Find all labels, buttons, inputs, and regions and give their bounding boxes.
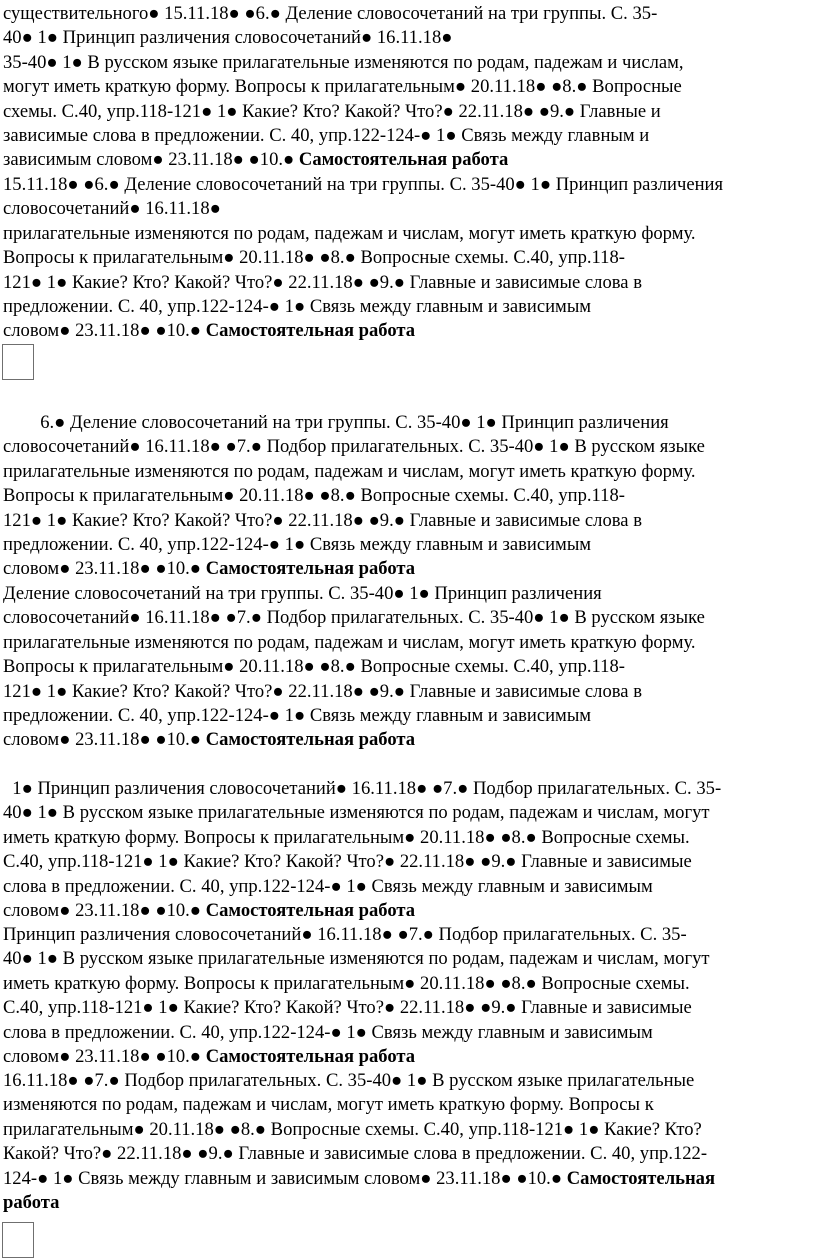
text-block-7-bold: Самостоятельная работа bbox=[3, 1167, 716, 1214]
text-block-1 bbox=[3, 2, 809, 173]
text-block-3-bold: Самостоятельная работа bbox=[205, 558, 416, 580]
text-block-6-bold: Самостоятельная работа bbox=[205, 1046, 416, 1068]
text-block-4-body: Деление словосочетаний на три группы. С. 35-40● 1● Принцип различения словосочетаний● 16.11.18● ●7.● Подбор прилагательных. С. 35-40● 1● В русском языке прилагательные изменяются по родам, падежам и числам, могут иметь краткую форму. Вопросы к прилагательным● 20.11.18● ●8.● Вопросные схемы. С.40, упр.118- 121● 1● Какие? Кто? Какой? Что?● 22.11.18● ●9.● Главные и зависимые слова в предложении. С. 40, упр.122-124-● 1● Связь между главным и зависимым словом● 23.11.18● ●10.● bbox=[3, 583, 705, 751]
text-block-4 bbox=[3, 582, 809, 753]
text-block-3 bbox=[3, 411, 809, 582]
text-block-5-bold: Самостоятельная работа bbox=[205, 900, 416, 922]
text-block-1-bold: Самостоятельная работа bbox=[298, 149, 509, 171]
text-block-6 bbox=[3, 923, 809, 1069]
text-block-7 bbox=[3, 1069, 809, 1215]
text-block-5-body: 1● Принцип различения словосочетаний● 16.11.18● ●7.● Подбор прилагательных. С. 35- 40● 1● В русском языке прилагательные изменяются по родам, падежам и числам, могут иметь краткую форму. Вопросы к прилагательным● 20.11.18● ●8.● Вопросные схемы. С.40, упр.118-121● 1● Какие? Кто? Какой? Что?● 22.11.18● ●9.● Главные и зависимые слова в предложении. С. 40, упр.122-124-● 1● Связь между главным и зависимым словом● 23.11.18● ●10.● bbox=[3, 778, 722, 922]
text-block-2-bold: Самостоятельная работа bbox=[205, 320, 416, 342]
text-block-2-body: 15.11.18● ●6.● Деление словосочетаний на три группы. С. 35-40● 1● Принцип различения словосочетаний● 16.11.18● прилагательные изменяются по родам, падежам и числам, могут иметь краткую форму. Вопросы к прилагательным● 20.11.18● ●8.● Вопросные схемы. С.40, упр.118- 121● 1● Какие? Кто? Какой? Что?● 22.11.18● ●9.● Главные и зависимые слова в предложении. С. 40, упр.122-124-● 1● Связь между главным и зависимым словом● 23.11.18● ●10.● bbox=[3, 174, 724, 342]
text-block-6-body: Принцип различения словосочетаний● 16.11.18● ●7.● Подбор прилагательных. С. 35- 40● 1● В русском языке прилагательные изменяются по родам, падежам и числам, могут иметь краткую форму. Вопросы к прилагательным● 20.11.18● ●8.● Вопросные схемы. С.40, упр.118-121● 1● Какие? Кто? Какой? Что?● 22.11.18● ●9.● Главные и зависимые слова в предложении. С. 40, упр.122-124-● 1● Связь между главным и зависимым словом● 23.11.18● ●10.● bbox=[3, 924, 710, 1068]
text-block-2 bbox=[3, 173, 809, 344]
text-block-3-body: 6.● Деление словосочетаний на три группы. С. 35-40● 1● Принцип различения словосочетаний● 16.11.18● ●7.● Подбор прилагательных. С. 35-40● 1● В русском языке прилагательные изменяются по родам, падежам и числам, могут иметь краткую форму. Вопросы к прилагательным● 20.11.18● ●8.● Вопросные схемы. С.40, упр.118- 121● 1● Какие? Кто? Какой? Что?● 22.11.18● ●9.● Главные и зависимые слова в предложении. С. 40, упр.122-124-● 1● Связь между главным и зависимым словом● 23.11.18● ●10.● bbox=[3, 412, 705, 580]
text-block-5 bbox=[3, 777, 809, 923]
empty-checkbox-1[interactable] bbox=[2, 344, 34, 380]
text-block-4-bold: Самостоятельная работа bbox=[205, 729, 416, 751]
text-block-7-body: 16.11.18● ●7.● Подбор прилагательных. С. 35-40● 1● В русском языке прилагательные изменяются по родам, падежам и числам, могут иметь краткую форму. Вопросы к прилагательным● 20.11.18● ●8.● Вопросные схемы. С.40, упр.118-121● 1● Какие? Кто? Какой? Что?● 22.11.18● ●9.● Главные и зависимые слова в предложении. С. 40, упр.122- 124-● 1● Связь между главным и зависимым словом● 23.11.18● ●10.● bbox=[3, 1070, 708, 1189]
text-block-1-body: существительного● 15.11.18● ●6.● Деление словосочетаний на три группы. С. 35- 40● 1● Принцип различения словосочетаний● 16.11.18● 35-40● 1● В русском языке прилагательные изменяются по родам, падежам и числам, могут иметь краткую форму. Вопросы к прилагательным● 20.11.18● ●8.● Вопросные схемы. С.40, упр.118-121● 1● Какие? Кто? Какой? Что?● 22.11.18● ●9.● Главные и зависимые слова в предложении. С. 40, упр.122-124-● 1● Связь между главным и зависимым словом● 23.11.18● ●10.● bbox=[3, 3, 684, 171]
empty-checkbox-2[interactable] bbox=[2, 1222, 34, 1258]
